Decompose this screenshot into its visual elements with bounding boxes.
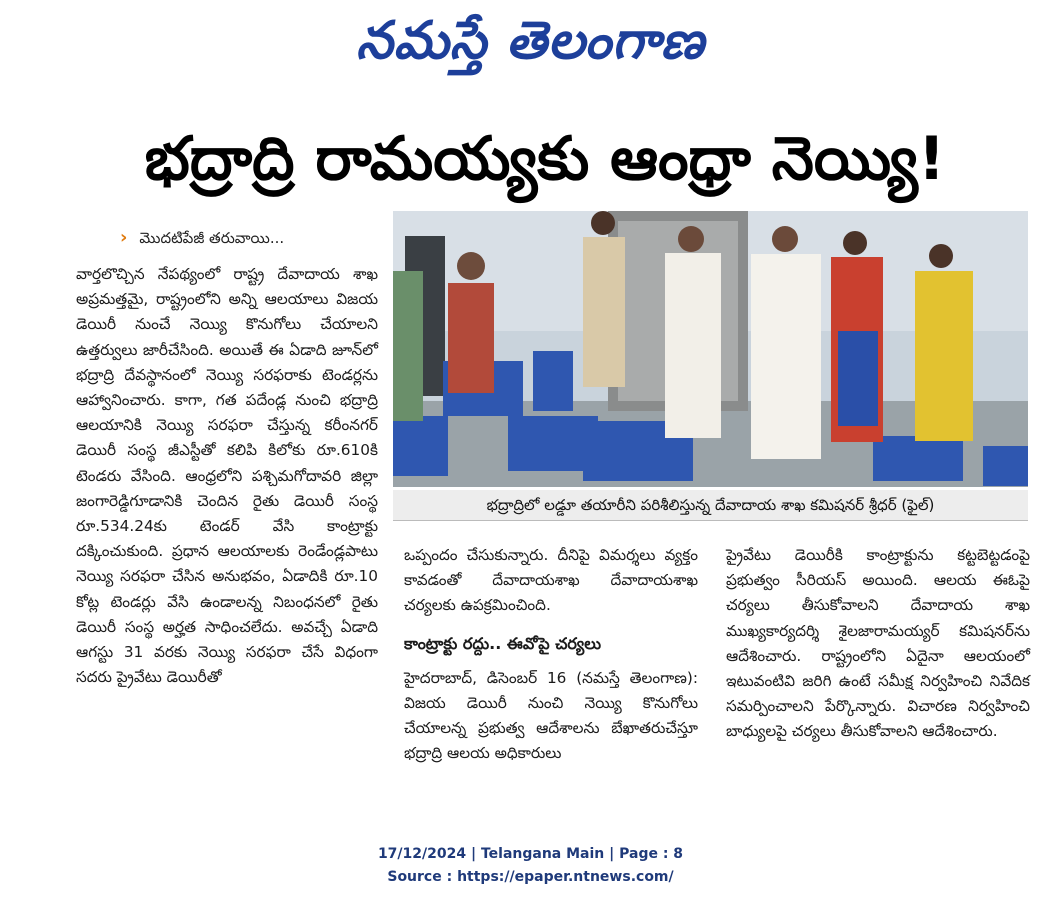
chevron-right-icon: ›	[120, 227, 128, 248]
footer-edition-info: 17/12/2024 | Telangana Main | Page : 8	[377, 846, 684, 862]
footer-source: Source : https://epaper.ntnews.com/	[387, 869, 674, 885]
article-subheading: కాంట్రాక్టు రద్దు.. ఈవోపై చర్యలు	[404, 633, 602, 653]
masthead-title: నమస్తే తెలంగాణ	[356, 11, 705, 71]
news-photo	[393, 211, 1028, 487]
article-column-3	[726, 543, 1030, 745]
page-headline: భద్రాద్రి రామయ్యకు ఆంధ్రా నెయ్యి!	[144, 124, 946, 194]
article-column-1	[76, 262, 378, 690]
article-paragraph: హైదరాబాద్, డిసెంబర్ 16 (నమస్తే తెలంగాణ): విజయ డెయిరీ నుంచి నెయ్యి కొనుగోలు చేయాలన్న ప్రభుత్వ ఆదేశాలను బేఖాతరుచేస్తూ భద్రాద్రి ఆలయ అధికారులు	[404, 668, 698, 763]
article-paragraph: వార్తలొచ్చిన నేపథ్యంలో రాష్ట్ర దేవాదాయ శాఖ అప్రమత్తమై, రాష్ట్రంలోని అన్ని ఆలయాలు విజయ డెయిరీ నుంచే నెయ్యి కొనుగోలు చేయాలని ఉత్తర్వులు జారీచేసింది. అయితే ఈ ఏడాది జూన్‌లో భద్రాద్రి దేవస్థానంలో నెయ్యి సరఫరాకు టెండర్లను ఆహ్వానించారు. కాగా, గత పదేండ్ల నుంచి భద్రాద్రి ఆలయానికి నెయ్యి సరఫరా చేస్తున్న కరీంనగర్ డెయిరీ సంస్థ జీఎస్టీతో కలిపి కిలోకు రూ.610కి టెండరు వేసింది. ఆంధ్రలోని పశ్చిమగోదావరి జిల్లా జంగారెడ్డిగూడానికి చెందిన రైతు డెయిరీ సంస్థ రూ.534.24కు టెండర్ వేసి కాంట్రాక్టు దక్కించుకుంది. ప్రధాన ఆలయాలకు రెండేండ్లపాటు నెయ్యి సరఫరా చేసిన అనుభవం, ఏడాదికి రూ.10 కోట్ల టెండర్లు వేసి ఉండాలన్న నిబంధనలో రైతు డెయిరీ సంస్థ అర్హత సాధించలేదు. అవచ్చే ఏడాది ఆగస్టు 31 వరకు నెయ్యి సరఫరా చేసే విధంగా సదరు ప్రైవేటు డెయిరీతో	[76, 265, 378, 687]
photo-illustration	[393, 211, 1028, 487]
continuation-kicker	[120, 226, 284, 250]
article-paragraph: ప్రైవేటు డెయిరీకి కాంట్రాక్టును కట్టబెట్టడంపై ప్రభుత్వం సీరియస్ అయింది. ఆలయ ఈఓపై చర్యలు తీసుకోవాలని దేవాదాయ శాఖ ముఖ్యకార్యదర్శి శైలజారామయ్యర్ కమిషనర్‌ను ఆదేశించారు. రాష్ట్రంలోని ఏదైనా ఆలయంలో ఇటువంటివి జరిగి ఉంటే సమీక్ష నిర్వహించి నివేదిక సమర్పించాలని పేర్కొన్నారు. విచారణ నిర్వహించి బాధ్యులపై చర్యలు తీసుకోవాలని ఆదేశించారు.	[726, 546, 1030, 741]
article-column-2	[404, 543, 698, 767]
kicker-text: మొదటిపేజీ తరువాయి...	[139, 229, 285, 247]
photo-caption: భద్రాద్రిలో లడ్డూ తయారీని పరిశీలిస్తున్న దేవాదాయ శాఖ కమిషనర్ శ్రీధర్ (ఫైల్)	[393, 490, 1028, 521]
masthead-logo	[0, 2, 1061, 80]
article-paragraph: ఒప్పందం చేసుకున్నారు. దీనిపై విమర్శలు వ్యక్తం కావడంతో దేవాదాయశాఖ దేవాదాయశాఖ చర్యలకు ఉపక్రమించింది.	[404, 546, 698, 615]
